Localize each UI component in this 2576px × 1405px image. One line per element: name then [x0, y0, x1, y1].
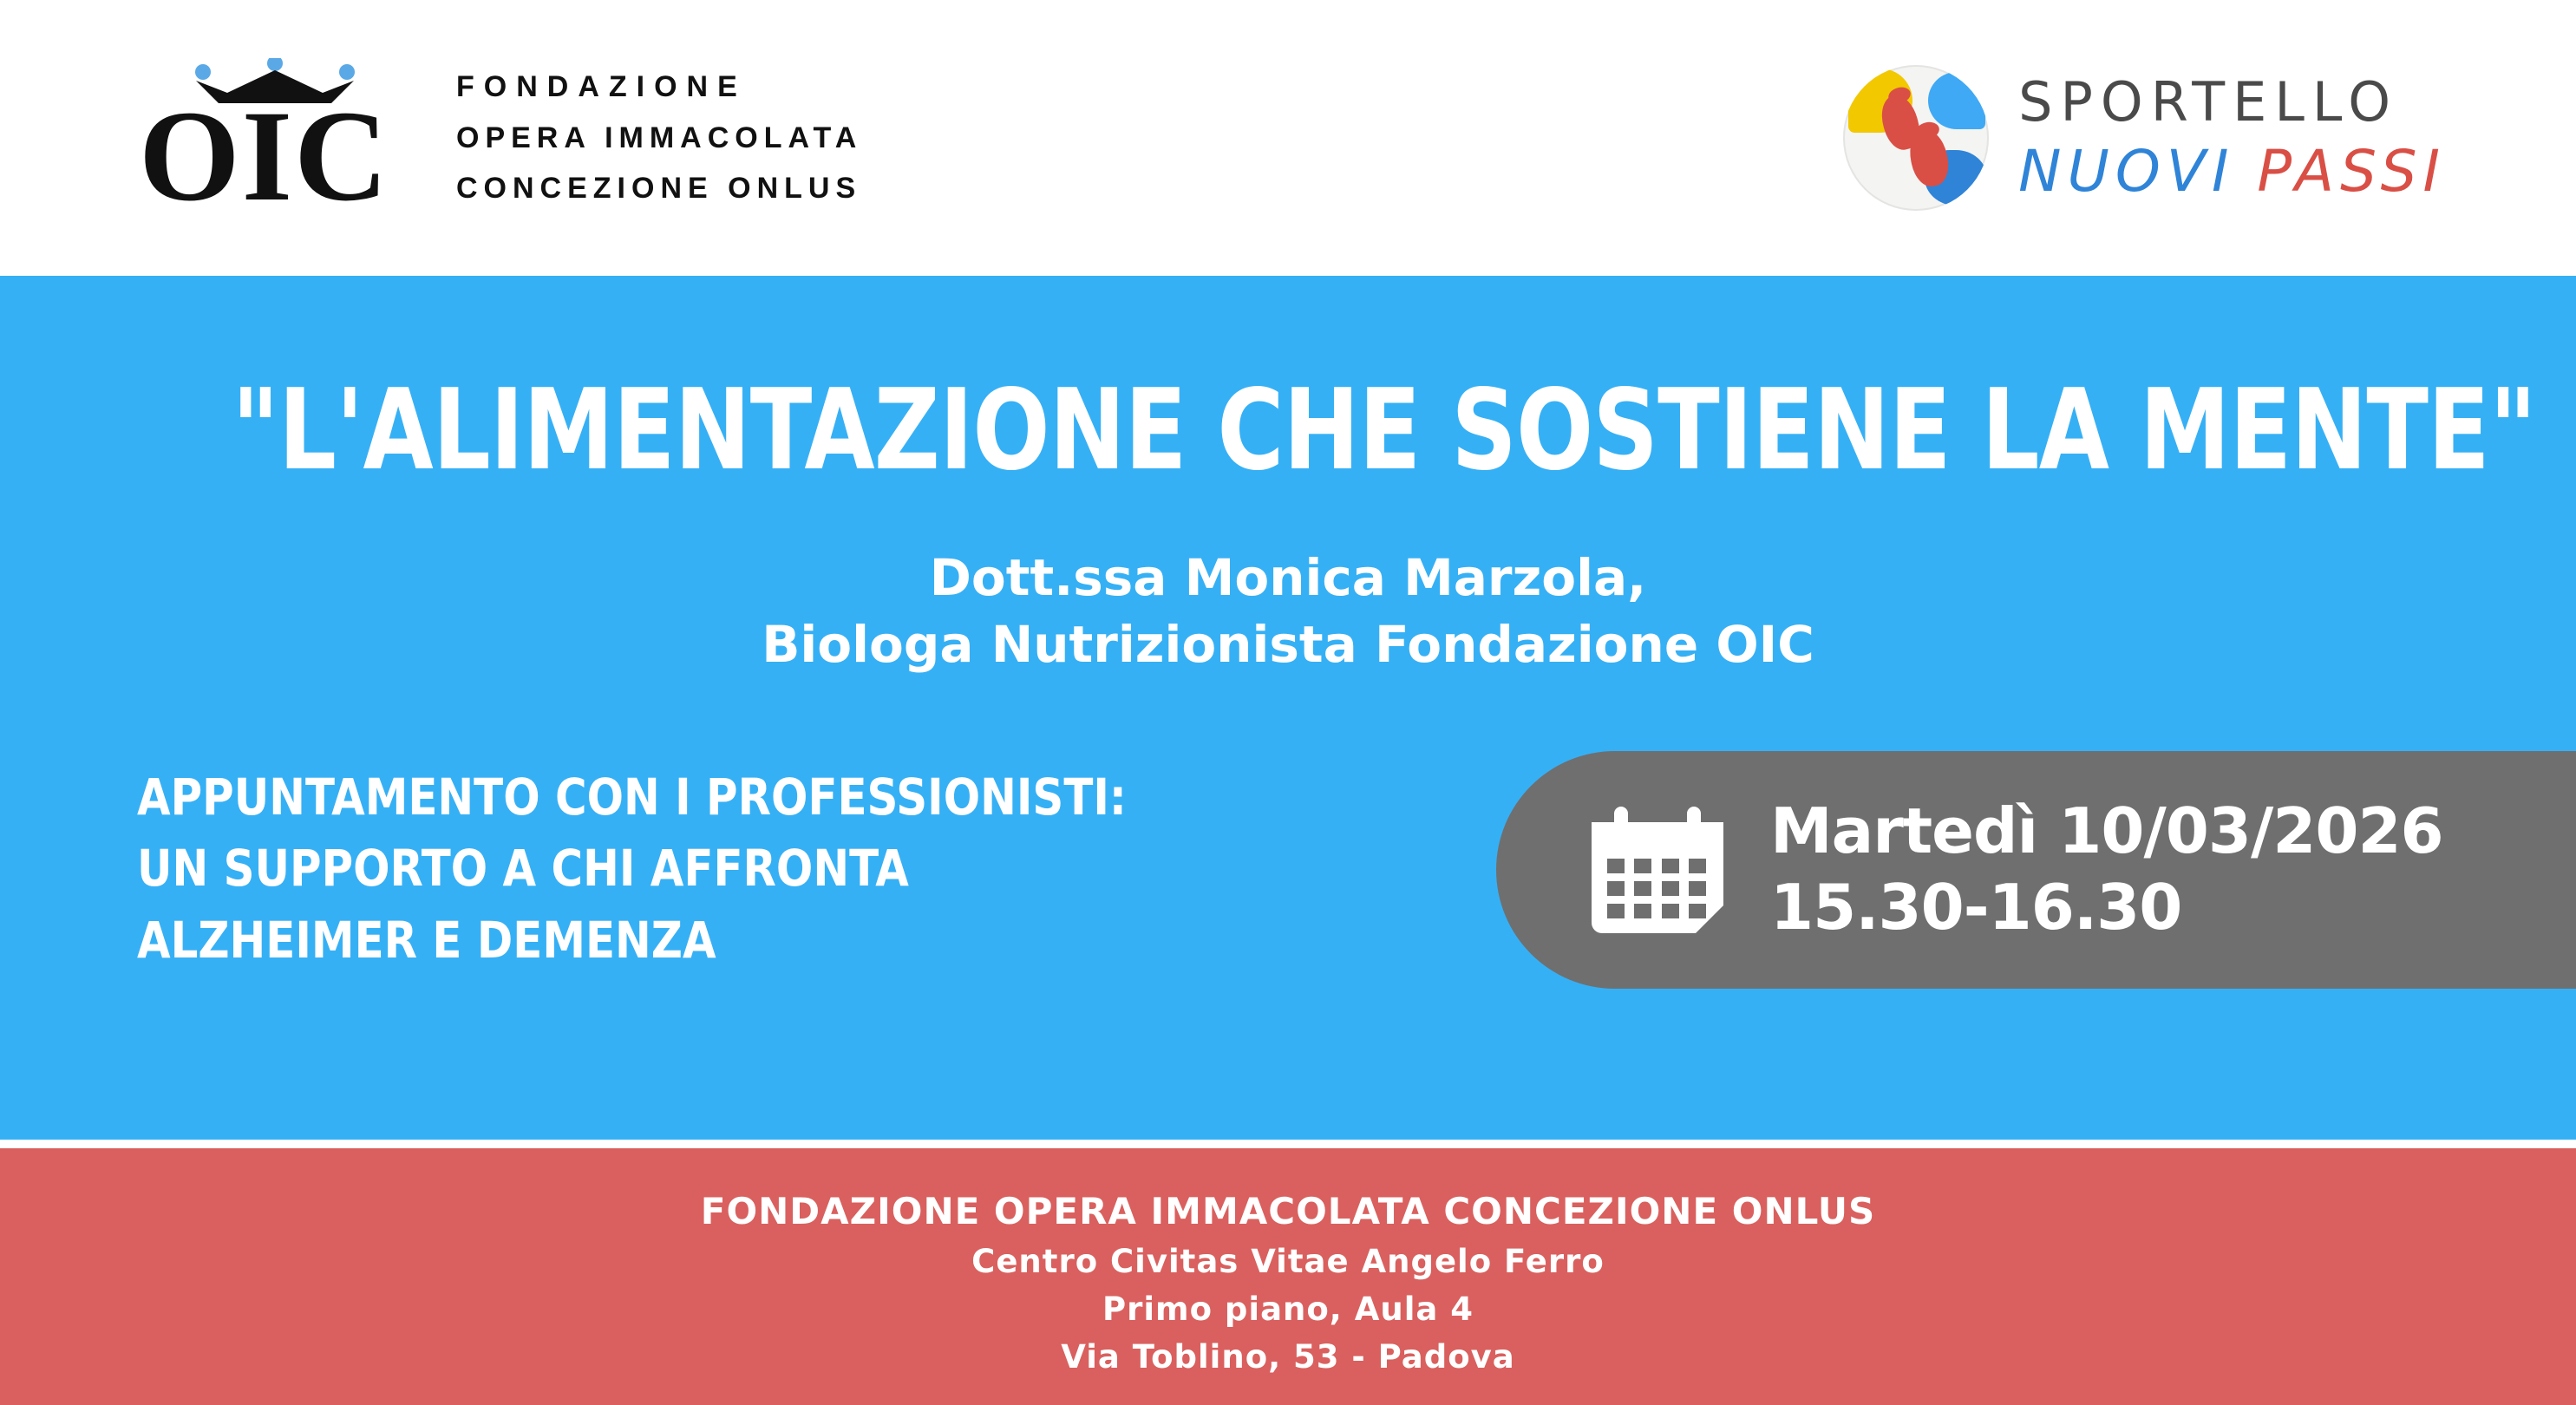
page-title: "L'ALIMENTAZIONE CHE SOSTIENE LA MENTE" — [232, 366, 2536, 495]
sportello-label: SPORTELLO — [2018, 70, 2399, 134]
oic-word-line1: FONDAZIONE — [456, 70, 747, 104]
footer-venue: Centro Civitas Vitae Angelo Ferro — [971, 1243, 1605, 1280]
footprints-ball-icon — [1843, 65, 1989, 211]
nuovi-word: NUOVI — [2018, 138, 2235, 205]
series-line-1: APPUNTAMENTO CON I PROFESSIONISTI: — [137, 768, 1127, 827]
oic-word-line3: CONCEZIONE ONLUS — [456, 172, 862, 206]
event-date: Martedì 10/03/2026 — [1770, 794, 2443, 868]
speaker-name: Dott.ssa Monica Marzola, — [929, 548, 1647, 607]
oic-logo — [139, 51, 863, 228]
speaker-block — [0, 545, 2576, 678]
series-line-3: ALZHEIMER E DEMENZA — [137, 910, 716, 970]
date-time-text — [1770, 794, 2443, 946]
speaker-role: Biologa Nutrizionista Fondazione OIC — [762, 615, 1814, 675]
oic-wordmark — [456, 62, 862, 213]
series-block — [137, 761, 1127, 976]
oic-letters: OIC — [139, 84, 390, 228]
sportello-wordmark — [2018, 70, 2446, 205]
date-badge — [1496, 751, 2576, 989]
event-time: 15.30-16.30 — [1770, 871, 2182, 944]
oic-logomark — [139, 51, 425, 228]
footer-room: Primo piano, Aula 4 — [1102, 1291, 1474, 1328]
passi-word: PASSI — [2257, 138, 2446, 205]
poster-footer — [0, 1148, 2576, 1405]
nuovi-passi-label — [2018, 138, 2446, 205]
poster-main-panel — [0, 276, 2576, 1140]
series-line-2: UN SUPPORTO A CHI AFFRONTA — [137, 839, 909, 899]
footer-address: Via Toblino, 53 - Padova — [1061, 1338, 1515, 1376]
oic-word-line2: OPERA IMMACOLATA — [456, 121, 863, 154]
poster-header — [0, 0, 2576, 276]
sportello-nuovi-passi-logo — [1843, 65, 2446, 211]
footer-organization: FONDAZIONE OPERA IMMACOLATA CONCEZIONE ONLUS — [700, 1190, 1876, 1232]
calendar-icon — [1592, 807, 1723, 933]
